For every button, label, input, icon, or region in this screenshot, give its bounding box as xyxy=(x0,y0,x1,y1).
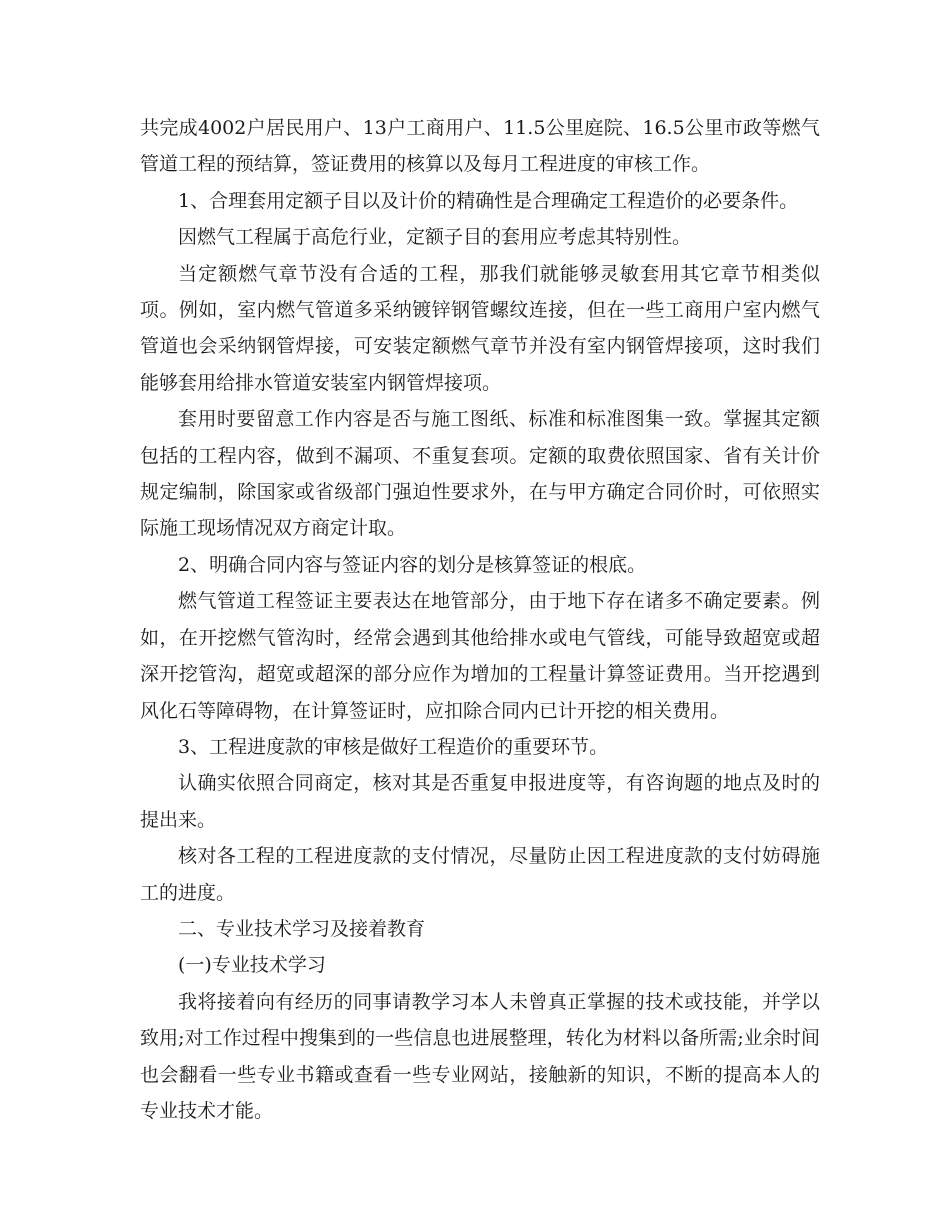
body-paragraph: 我将接着向有经历的同事请教学习本人未曾真正掌握的技术或技能，并学以致用;对工作过程中搜集到的一些信息也进展整理，转化为材料以备所需;业余时间也会翻看一些专业书籍或查看一些专业网站，接触新的知识，不断的提高本人的专业技术才能。 xyxy=(140,990,820,1122)
body-paragraph: 套用时要留意工作内容是否与施工图纸、标准和标准图集一致。掌握其定额包括的工程内容，做到不漏项、不重复套项。定额的取费依照国家、省有关计价规定编制，除国家或省级部门强迫性要求外，在与甲方确定合同价时，可依照实际施工现场情况双方商定计取。 xyxy=(140,408,820,540)
body-paragraph: 燃气管道工程签证主要表达在地管部分，由于地下存在诸多不确定要素。例如，在开挖燃气管沟时，经常会遇到其他给排水或电气管线，可能导致超宽或超深开挖管沟，超宽或超深的部分应作为增加的工程量计算签证费用。当开挖遇到风化石等障碍物，在计算签证时，应扣除合同内已计开挖的相关费用。 xyxy=(140,590,820,722)
subsection-heading: (一)专业技术学习 xyxy=(178,954,326,977)
section-heading: 3、工程进度款的审核是做好工程造价的重要环节。 xyxy=(178,735,609,758)
body-paragraph: 认确实依照合同商定，核对其是否重复申报进度等，有咨询题的地点及时的提出来。 xyxy=(140,772,820,831)
body-paragraph: 核对各工程的工程进度款的支付情况，尽量防止因工程进度款的支付妨碍施工的进度。 xyxy=(140,845,820,904)
section-heading: 2、明确合同内容与签证内容的划分是核算签证的根底。 xyxy=(178,553,647,576)
body-paragraph: 当定额燃气章节没有合适的工程，那我们就能够灵敏套用其它章节相类似项。例如，室内燃气管道多采纳镀锌钢管螺纹连接，但在一些工商用户室内燃气管道也会采纳钢管焊接，可安装定额燃气章节并没有室内钢管焊接项，这时我们能够套用给排水管道安装室内钢管焊接项。 xyxy=(140,262,820,394)
section-heading: 1、合理套用定额子目以及计价的精确性是合理确定工程造价的必要条件。 xyxy=(178,189,799,212)
document-body xyxy=(140,110,820,1129)
section-heading: 二、专业技术学习及接着教育 xyxy=(178,917,426,940)
body-paragraph: 因燃气工程属于高危行业，定额子目的套用应考虑其特别性。 xyxy=(178,226,692,249)
body-paragraph: 共完成4002户居民用户、13户工商用户、11.5公里庭院、16.5公里市政等燃气管道工程的预结算，签证费用的核算以及每月工程进度的审核工作。 xyxy=(140,117,820,176)
